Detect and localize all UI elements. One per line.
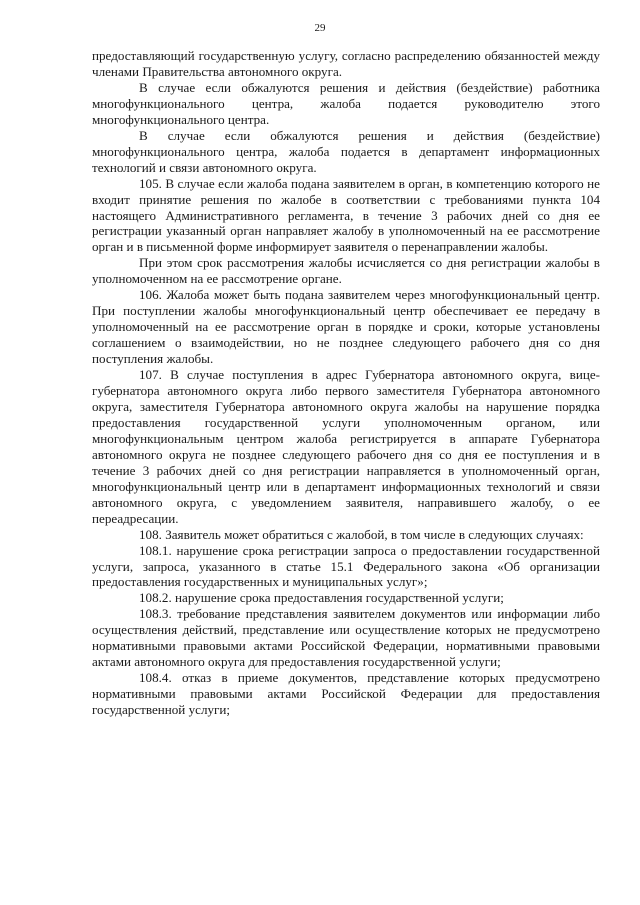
paragraph: При этом срок рассмотрения жалобы исчисляется со дня регистрации жалобы в уполномоченном на ее рассмотрение органе. [92, 255, 600, 287]
paragraph-108-2: 108.2. нарушение срока предоставления государственной услуги; [139, 590, 504, 606]
paragraph-108-3: 108.3. требование представления заявителем документов или информации либо осуществления действий, представление или осуществление которых не предусмотрено нормативными правовыми актами Российской Федерации, нормативными правовыми актами автономного округа для предоставления государственной услуги; [92, 606, 600, 670]
paragraph-106: 106. Жалоба может быть подана заявителем через многофункциональный центр. При поступлении жалобы многофункциональный центр обеспечивает ее передачу в уполномоченный на ее рассмотрение орган в порядке и сроки, которые установлены соглашением о взаимодействии, но не позднее следующего рабочего дня со дня поступления жалобы. [92, 287, 600, 367]
paragraph: В случае если обжалуются решения и действия (бездействие) многофункционального центра, жалоба подается в департамент информационных технологий и связи автономного округа. [92, 127, 600, 175]
paragraph-107: 107. В случае поступления в адрес Губернатора автономного округа, вице-губернатора автономного округа либо первого заместителя Губернатора автономного округа, заместителя Губернатора автономного округа жалобы на нарушение порядка предоставления государственной услуги уполномоченным органом, или многофункциональным центром жалоба регистрируется в аппарате Губернатора автономного округа не позднее следующего рабочего дня со дня ее поступления и в течение 3 рабочих дней со дня регистрации направляется в уполномоченный орган, многофункциональный центр или в департамент информационных технологий и связи автономного округа, с уведомлением заявителя, направившего жалобу, о ее переадресации. [92, 367, 600, 526]
paragraph-105: 105. В случае если жалоба подана заявителем в орган, в компетенцию которого не входит принятие решения по жалобе в соответствии с требованиями пункта 104 настоящего Административного регламента, в течение 3 рабочих дней со дня ее регистрации указанный орган направляет жалобу в уполномоченный на ее рассмотрение орган и в письменной форме информирует заявителя о перенаправлении жалобы. [92, 175, 600, 255]
page-number: 29 [314, 22, 326, 34]
paragraph: предоставляющий государственную услугу, согласно распределению обязанностей между членами Правительства автономного округа. [92, 48, 600, 79]
document-body [92, 48, 600, 718]
paragraph: В случае если обжалуются решения и действия (бездействие) работника многофункционального центра, жалоба подается руководителю этого многофункционального центра. [92, 79, 600, 127]
paragraph-108-1: 108.1. нарушение срока регистрации запроса о предоставлении государственной услуги, запроса, указанного в статье 15.1 Федерального закона «Об организации предоставления государственных и муниципальных услуг»; [92, 542, 600, 590]
paragraph-108: 108. Заявитель может обратиться с жалобой, в том числе в следующих случаях: [139, 526, 584, 542]
paragraph-108-4: 108.4. отказ в приеме документов, представление которых предусмотрено нормативными правовыми актами Российской Федерации для предоставления государственной услуги; [92, 670, 600, 718]
